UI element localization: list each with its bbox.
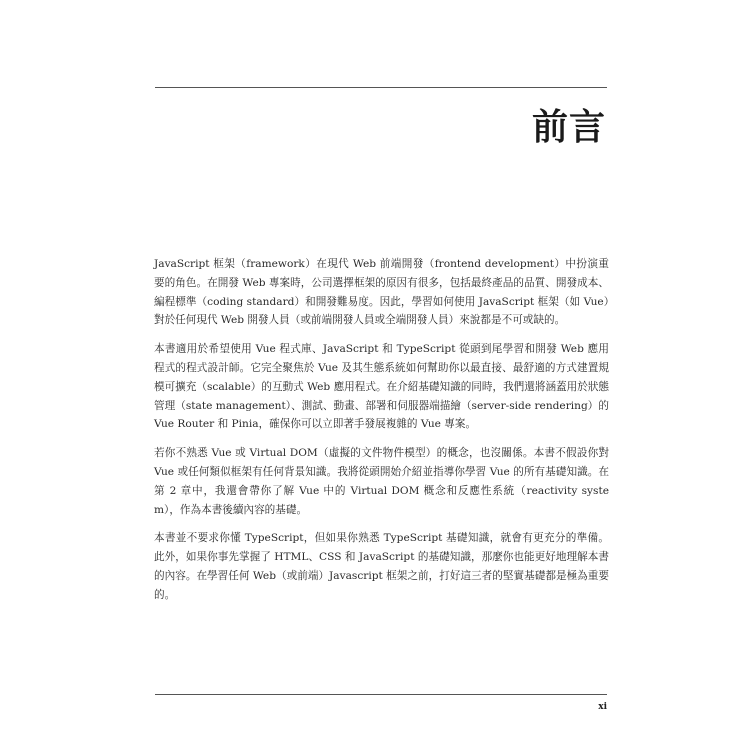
page-number: xi [598, 702, 607, 712]
paragraph-1: JavaScript 框架（framework）在現代 Web 前端開發（frontend development）中扮演重要的角色。在開發 Web 專案時，公司選擇框架的原因有很多，包括最終產品的品質、開發成本、編程標準（coding standard）和開發難易度。因此，學習如何使用 JavaScript 框架（如 Vue）對於任何現代 Web 開發人員（或前端開發人員或全端開發人員）來說都是不可或缺的。 [154, 258, 609, 327]
body-text [154, 255, 609, 615]
paragraph-2: 本書適用於希望使用 Vue 程式庫、JavaScript 和 TypeScript 從頭到尾學習和開發 Web 應用程式的程式設計師。它完全聚焦於 Vue 及其生態系統如何幫助你以最直接、最舒適的方式建置規模可擴充（scalable）的互動式 Web 應用程式。在介紹基礎知識的同時，我們還將涵蓋用於狀態管理（state management）、測試、動畫、部署和伺服器端描繪（server-side rendering）的 Vue Router 和 Pinia，確保你可以立即著手發展複雜的 Vue 專案。 [154, 343, 610, 431]
chapter-title: 前言 [531, 107, 606, 148]
paragraph-4: 本書並不要求你懂 TypeScript，但如果你熟悉 TypeScript 基礎知識，就會有更充分的準備。此外，如果你事先掌握了 HTML、CSS 和 JavaScript 的基礎知識，那麼你也能更好地理解本書的內容。在學習任何 Web（或前端）Javascript 框架之前，打好這三者的堅實基礎都是極為重要的。 [154, 532, 609, 601]
bottom-divider [155, 694, 607, 695]
top-divider [155, 87, 607, 88]
paragraph-3: 若你不熟悉 Vue 或 Virtual DOM（虛擬的文件物件模型）的概念，也沒關係。本書不假設你對 Vue 或任何類似框架有任何背景知識。我將從頭開始介紹並指導你學習 Vue 的所有基礎知識。在第 2 章中，我還會帶你了解 Vue 中的 Virtual DOM 概念和反應性系統（reactivity system），作為本書後續內容的基礎。 [154, 447, 609, 516]
